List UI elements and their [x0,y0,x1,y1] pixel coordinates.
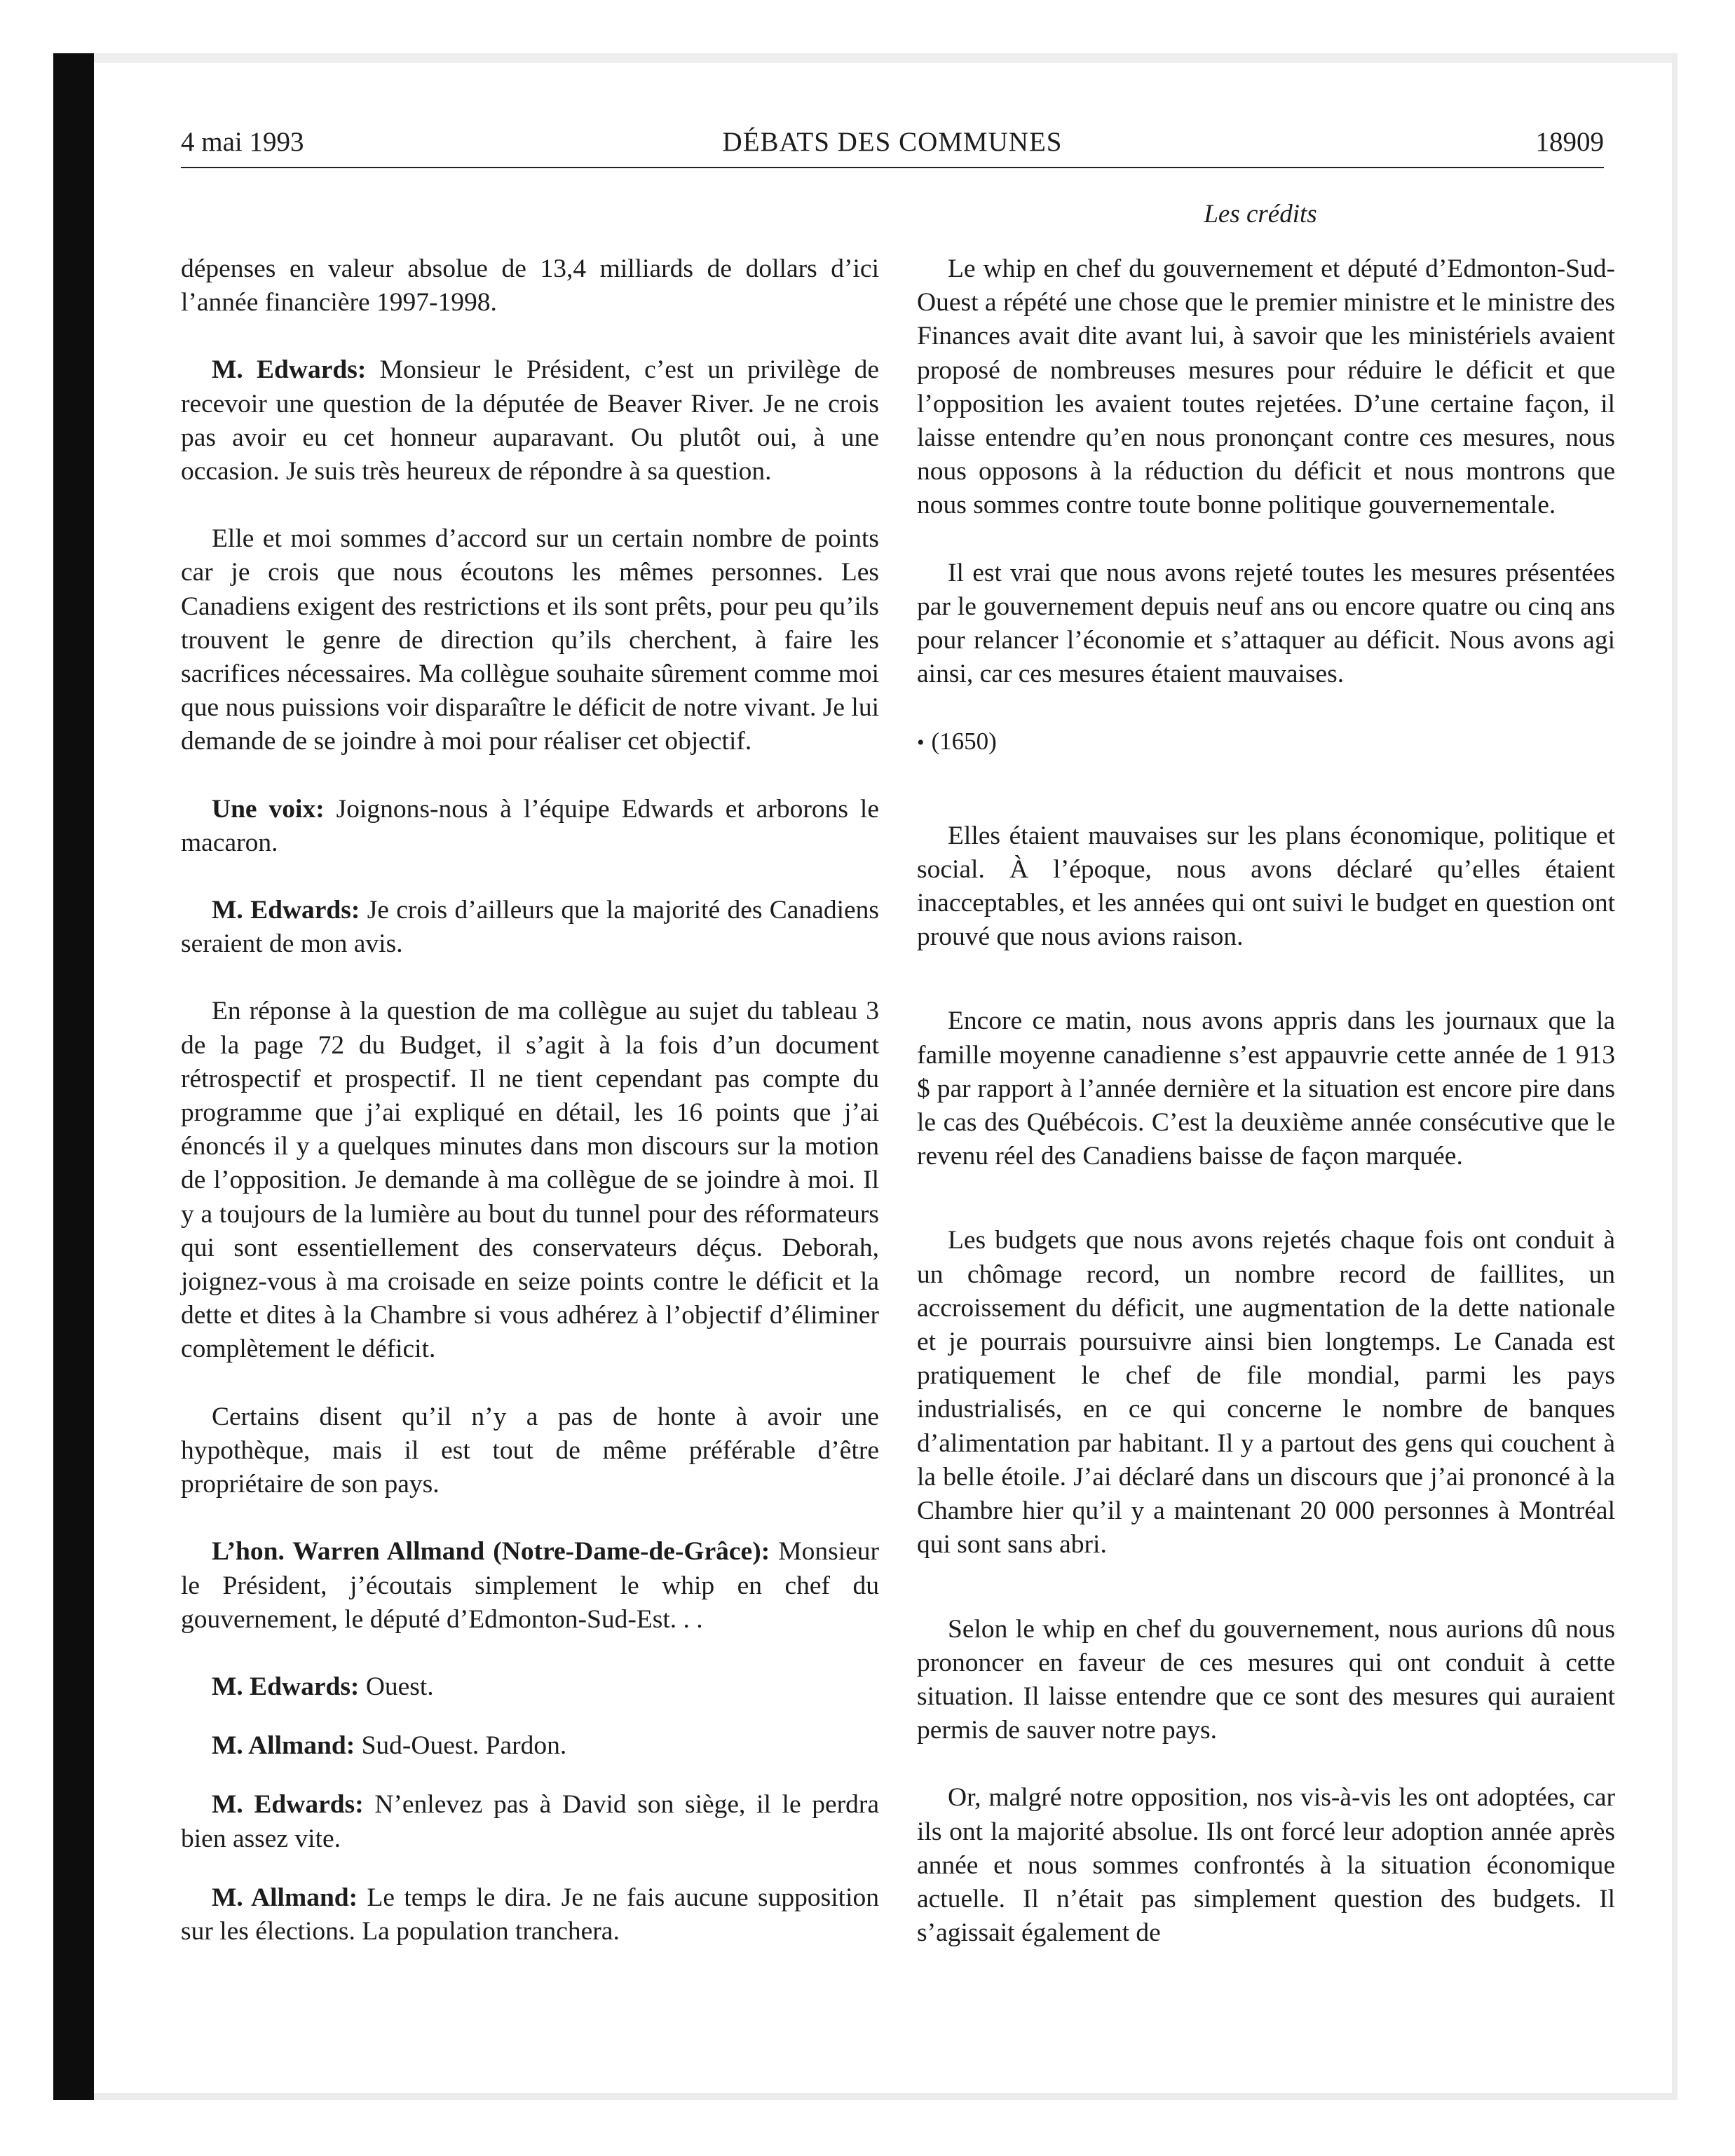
paragraph: Elle et moi sommes d’accord sur un certain nombre de points car je crois que nous écoutons les mêmes personnes. Les Canadiens exigent des restrictions et ils sont prêts, pour peu qu’ils trouvent le genre de direction qu’ils cherchent, à faire les sacrifices nécessaires. Ma collègue souhaite sûrement comme moi que nous puissions voir disparaître le déficit de notre vivant. Je lui demande de se joindre à moi pour réaliser cet objectif. [181,524,879,756]
speaker-name: M. Edwards: [212,355,367,385]
scan-top-edge [94,53,1677,63]
bullet-icon: • [917,731,925,755]
speech-paragraph [181,793,879,860]
paragraph: Encore ce matin, nous avons appris dans les journaux que la famille moyenne canadienne s’est appauvrie cette année de 1 913 $ par rapport à l’année dernière et la situation est encore pire dans le cas des Québécois. C’est la deuxième année consécutive que le revenu réel des Canadiens baisse de façon marquée. [917,1007,1615,1171]
speech-text: Joignons-nous à l’équipe Edwards et arborons le macaron. [181,794,879,857]
time-marker-text: (1650) [931,728,997,756]
speech-text: N’enlevez pas à David son siège, il le perdra bien assez vite. [181,1790,879,1853]
running-head: Les crédits [1204,200,1317,228]
paragraph: Selon le whip en chef du gouvernement, nous aurions dû nous prononcer en faveur de ces mesures qui ont conduit à cette situation. Il laisse entendre que ce sont des mesures qui auraient permis de sauver notre pays. [917,1614,1615,1745]
scan-bottom-edge [94,2093,1677,2100]
paragraph: Certains disent qu’il n’y a pas de honte à avoir une hypothèque, mais il est tout de même préférable d’être propriétaire de son pays. [181,1402,879,1499]
paragraph: Les budgets que nous avons rejetés chaque fois ont conduit à un chômage record, un nombre record de faillites, un accroissement du déficit, une augmentation de la dette nationale et je pourrais poursuivre ainsi bien longtemps. Le Canada est pratiquement le chef de file mondial, parmi les pays industrialisés, en ce qui concerne le nombre de banques d’alimentation par habitant. Il y a partout des gens qui couchent à la belle étoile. J’ai déclaré dans un discours que j’ai prononcé à la Chambre hier qu’il y a maintenant 20 000 personnes à Montréal qui sont sans abri. [917,1226,1615,1560]
speech-paragraph [181,1729,879,1763]
page-header [181,121,1604,167]
speaker-name: M. Edwards: [212,896,360,925]
speech-paragraph [181,353,879,489]
left-column [181,252,879,1982]
page-number: 18909 [1535,127,1604,157]
header-rule [181,167,1604,168]
speaker-name: L’hon. Warren Allmand (Notre-Dame-de-Grâce): [212,1537,770,1567]
speech-text: Je crois d’ailleurs que la majorité des Canadiens seraient de mon avis. [181,896,879,959]
paragraph: Il est vrai que nous avons rejeté toutes les mesures présentées par le gouvernement depuis neuf ans ou encore quatre ou cinq ans pour relancer l’économie et s’attaquer au déficit. Nous avons agi ainsi, car ces mesures étaient mauvaises. [917,558,1615,689]
speech-text: Ouest. [359,1672,434,1701]
speaker-name: Une voix: [212,794,325,824]
speech-text: Monsieur le Président, j’écoutais simplement le whip en chef du gouvernement, le député d’Edmonton-Sud-Est. . . [181,1537,879,1634]
scan-binding-shadow [53,53,94,2100]
speech-text: Le temps le dira. Je ne fais aucune supposition sur les élections. La population tranchera. [181,1883,879,1946]
paragraph: Le whip en chef du gouvernement et député d’Edmonton-Sud-Ouest a répété une chose que le premier ministre et le ministre des Finances avait dite avant lui, à savoir que les ministériels avaient proposé de nombreuses mesures pour réduire le déficit et que l’opposition les avaient toutes rejetées. D’une certaine façon, il laisse entendre qu’en nous prononçant contre ces mesures, nous nous opposons à la réduction du déficit et nous montrons que nous sommes contre toute bonne politique gouvernementale. [917,254,1615,520]
header-date: 4 mai 1993 [181,127,304,157]
paragraph: Elles étaient mauvaises sur les plans économique, politique et social. À l’époque, nous avons déclaré qu’elles étaient inacceptables, et les années qui ont suivi le budget en question ont prouvé que nous avions raison. [917,821,1615,952]
header-title: DÉBATS DES COMMUNES [722,127,1063,157]
speaker-name: M. Edwards: [212,1790,364,1820]
paragraph: dépenses en valeur absolue de 13,4 milliards de dollars d’ici l’année financière 1997-1998. [181,254,879,318]
speech-text: Monsieur le Président, c’est un privilège de recevoir une question de la députée de Beaver River. Je ne crois pas avoir eu cet honneur auparavant. Ou plutôt oui, à une occasion. Je suis très heureux de répondre à sa question. [181,355,879,486]
speech-paragraph [181,1881,879,1949]
right-column [917,252,1615,1984]
paragraph: Or, malgré notre opposition, nos vis-à-vis les ont adoptées, car ils ont la majorité absolue. Ils ont forcé leur adoption année après année et nous sommes confrontés à la situation économique actuelle. Il n’était pas simplement question des budgets. Il s’agissait également de [917,1783,1615,1948]
time-marker [917,725,1615,760]
speech-paragraph [181,894,879,961]
scan-right-edge [1672,53,1678,2100]
speaker-name: M. Allmand: [212,1883,358,1912]
speech-paragraph [181,1788,879,1855]
speech-text: Sud-Ouest. Pardon. [355,1731,567,1761]
speech-paragraph [181,1670,879,1704]
speaker-name: M. Edwards: [212,1672,360,1701]
paragraph: En réponse à la question de ma collègue au sujet du tableau 3 de la page 72 du Budget, il s’agit à la fois d’un document rétrospectif et prospectif. Il ne tient cependant pas compte du programme que j’ai expliqué en détail, les 16 points que j’ai énoncés il y a quelques minutes dans mon discours sur la motion de l’opposition. Je demande à ma collègue de se joindre à moi. Il y a toujours de la lumière au bout du tunnel pour des réformateurs qui sont essentiellement des conservateurs déçus. Deborah, joignez-vous à ma croisade en seize points contre le déficit et la dette et dites à la Chambre si vous adhérez à l’objectif d’éliminer complètement le déficit. [181,997,879,1364]
speaker-name: M. Allmand: [212,1731,355,1761]
speech-paragraph [181,1535,879,1637]
